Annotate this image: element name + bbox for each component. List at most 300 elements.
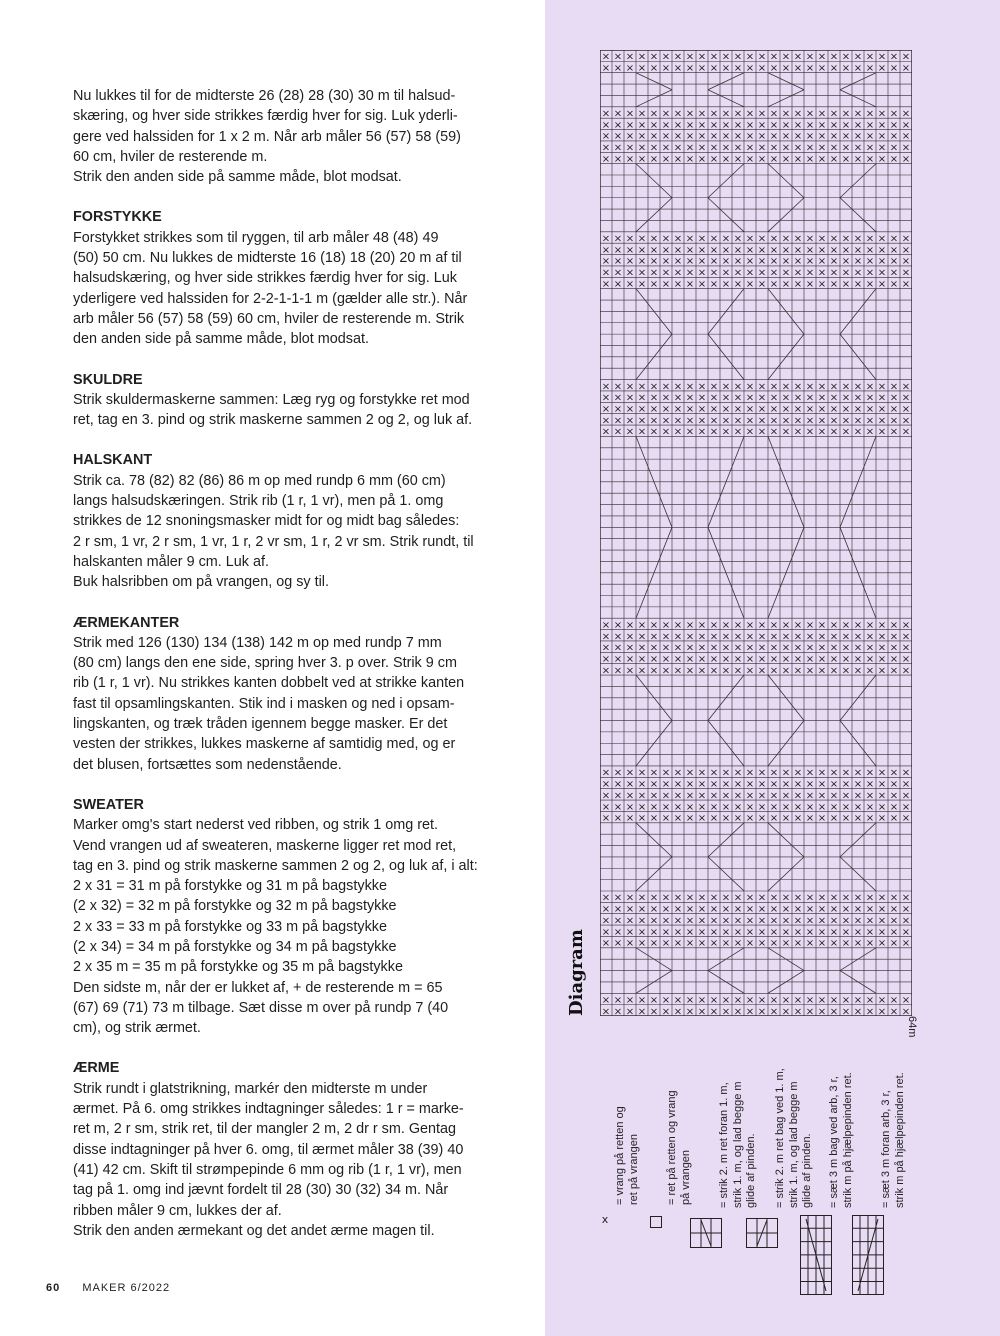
- purl-symbol: ×: [709, 767, 719, 779]
- purl-symbol: ×: [805, 244, 815, 256]
- purl-symbol: ×: [601, 51, 611, 63]
- purl-symbol: ×: [613, 153, 623, 165]
- purl-symbol: ×: [865, 244, 875, 256]
- purl-symbol: ×: [841, 926, 851, 938]
- purl-symbol: ×: [829, 403, 839, 415]
- purl-symbol: ×: [853, 131, 863, 143]
- purl-symbol: ×: [877, 654, 887, 666]
- purl-symbol: ×: [901, 403, 911, 415]
- purl-symbol: ×: [865, 267, 875, 279]
- purl-symbol: ×: [697, 256, 707, 268]
- purl-symbol: ×: [817, 415, 827, 427]
- purl-symbol: ×: [865, 665, 875, 677]
- purl-symbol: ×: [781, 119, 791, 131]
- purl-symbol: ×: [769, 1006, 779, 1016]
- purl-symbol: ×: [877, 915, 887, 927]
- purl-symbol: ×: [721, 665, 731, 677]
- purl-symbol: ×: [601, 938, 611, 950]
- purl-symbol: ×: [889, 153, 899, 165]
- purl-symbol: ×: [613, 256, 623, 268]
- purl-symbol: ×: [733, 904, 743, 916]
- cable-line: [840, 857, 876, 891]
- purl-symbol: ×: [901, 790, 911, 802]
- purl-symbol: ×: [733, 892, 743, 904]
- purl-symbol: ×: [793, 142, 803, 154]
- purl-symbol: ×: [781, 994, 791, 1006]
- purl-symbol: ×: [793, 63, 803, 75]
- legend-description: [880, 1072, 907, 1208]
- purl-symbol: ×: [817, 153, 827, 165]
- purl-symbol: ×: [745, 665, 755, 677]
- text-line: gere ved halssiden for 1 x 2 m. Når arb måler 56 (57) 58 (59): [73, 128, 461, 145]
- purl-symbol: ×: [685, 801, 695, 813]
- purl-symbol: ×: [613, 892, 623, 904]
- purl-symbol: ×: [745, 801, 755, 813]
- purl-symbol: ×: [877, 267, 887, 279]
- purl-symbol: ×: [685, 938, 695, 950]
- purl-symbol: ×: [601, 790, 611, 802]
- purl-symbol: ×: [841, 915, 851, 927]
- purl-symbol: ×: [721, 892, 731, 904]
- purl-symbol: ×: [841, 142, 851, 154]
- purl-symbol: ×: [721, 790, 731, 802]
- purl-symbol: ×: [697, 904, 707, 916]
- purl-symbol: ×: [817, 767, 827, 779]
- purl-symbol: ×: [625, 392, 635, 404]
- purl-symbol: ×: [601, 619, 611, 631]
- purl-symbol: ×: [721, 403, 731, 415]
- purl-symbol: ×: [769, 926, 779, 938]
- purl-symbol: ×: [601, 142, 611, 154]
- purl-symbol: ×: [661, 381, 671, 393]
- text-line: Den sidste m, når der er lukket af, + de resterende m = 65: [73, 979, 443, 996]
- purl-symbol: ×: [625, 256, 635, 268]
- purl-symbol: ×: [829, 892, 839, 904]
- purl-symbol: ×: [853, 392, 863, 404]
- purl-symbol: ×: [793, 415, 803, 427]
- purl-symbol: ×: [709, 938, 719, 950]
- purl-symbol: ×: [637, 994, 647, 1006]
- purl-symbol: ×: [613, 381, 623, 393]
- purl-symbol: ×: [613, 131, 623, 143]
- purl-symbol: ×: [661, 108, 671, 120]
- purl-symbol: ×: [673, 278, 683, 290]
- purl-symbol: ×: [613, 767, 623, 779]
- purl-symbol: ×: [781, 278, 791, 290]
- purl-symbol: ×: [613, 915, 623, 927]
- purl-symbol: ×: [877, 153, 887, 165]
- purl-symbol: ×: [613, 142, 623, 154]
- purl-symbol: ×: [829, 654, 839, 666]
- purl-symbol: ×: [817, 654, 827, 666]
- purl-symbol: ×: [697, 994, 707, 1006]
- purl-symbol: ×: [733, 256, 743, 268]
- purl-symbol: ×: [841, 267, 851, 279]
- purl-symbol: ×: [757, 142, 767, 154]
- purl-symbol: ×: [829, 278, 839, 290]
- purl-symbol: ×: [673, 904, 683, 916]
- purl-symbol: ×: [649, 153, 659, 165]
- purl-symbol: ×: [613, 267, 623, 279]
- purl-symbol: ×: [661, 392, 671, 404]
- purl-symbol: ×: [817, 51, 827, 63]
- purl-symbol: ×: [661, 915, 671, 927]
- purl-symbol: ×: [601, 403, 611, 415]
- purl-symbol: ×: [901, 256, 911, 268]
- purl-symbol: ×: [829, 153, 839, 165]
- purl-symbol: ×: [661, 278, 671, 290]
- text-line: 2 x 35 m = 35 m på forstykke og 35 m på bagstykke: [73, 959, 403, 976]
- purl-symbol: ×: [613, 63, 623, 75]
- purl-symbol: ×: [889, 142, 899, 154]
- purl-symbol: ×: [685, 415, 695, 427]
- text-line: yderligere ved halssiden for 2-2-1-1-1 m (gælder alle str.). Når: [73, 290, 468, 307]
- purl-symbol: ×: [697, 926, 707, 938]
- purl-symbol: ×: [757, 233, 767, 245]
- purl-symbol: ×: [829, 1006, 839, 1016]
- purl-symbol: ×: [601, 892, 611, 904]
- legend-line: = strik 2. m ret bag ved 1. m,: [774, 1068, 786, 1208]
- purl-symbol: ×: [649, 119, 659, 131]
- purl-symbol: ×: [697, 119, 707, 131]
- purl-symbol: ×: [853, 790, 863, 802]
- text-line: 2 x 31 = 31 m på forstykke og 31 m på bagstykke: [73, 878, 387, 895]
- purl-symbol: ×: [817, 892, 827, 904]
- purl-symbol: ×: [865, 915, 875, 927]
- purl-symbol: ×: [673, 665, 683, 677]
- purl-symbol: ×: [829, 926, 839, 938]
- purl-symbol: ×: [769, 256, 779, 268]
- purl-symbol: ×: [661, 926, 671, 938]
- purl-symbol: ×: [613, 51, 623, 63]
- purl-symbol: ×: [661, 51, 671, 63]
- stitch-count-label: 64m: [906, 1016, 918, 1038]
- legend-line: ret på vrangen: [627, 1134, 640, 1205]
- purl-symbol: ×: [793, 244, 803, 256]
- purl-symbol: ×: [853, 142, 863, 154]
- purl-symbol: ×: [685, 153, 695, 165]
- text-line: Forstykket strikkes som til ryggen, til arb måler 48 (48) 49: [73, 229, 439, 246]
- purl-symbol: ×: [625, 403, 635, 415]
- purl-symbol: ×: [661, 63, 671, 75]
- purl-symbol: ×: [661, 267, 671, 279]
- purl-symbol: ×: [793, 119, 803, 131]
- purl-symbol: ×: [757, 654, 767, 666]
- purl-symbol: ×: [877, 904, 887, 916]
- pattern-instructions: [73, 86, 523, 1261]
- purl-symbol: ×: [721, 256, 731, 268]
- purl-symbol: ×: [625, 267, 635, 279]
- purl-symbol: ×: [601, 631, 611, 643]
- purl-symbol: ×: [889, 278, 899, 290]
- purl-symbol: ×: [601, 904, 611, 916]
- purl-symbol: ×: [901, 892, 911, 904]
- purl-symbol: ×: [865, 256, 875, 268]
- cable-line: [840, 823, 876, 857]
- purl-symbol: ×: [781, 790, 791, 802]
- purl-symbol: ×: [709, 904, 719, 916]
- purl-symbol: ×: [877, 403, 887, 415]
- purl-symbol: ×: [901, 233, 911, 245]
- purl-symbol: ×: [673, 642, 683, 654]
- purl-symbol: ×: [829, 131, 839, 143]
- purl-symbol: ×: [841, 767, 851, 779]
- purl-symbol: ×: [805, 108, 815, 120]
- purl-symbol: ×: [901, 1006, 911, 1016]
- purl-symbol: ×: [661, 403, 671, 415]
- purl-symbol: ×: [889, 790, 899, 802]
- purl-symbol: ×: [685, 779, 695, 791]
- purl-symbol: ×: [733, 415, 743, 427]
- purl-symbol: ×: [625, 233, 635, 245]
- purl-symbol: ×: [865, 790, 875, 802]
- cable-line: [636, 823, 672, 857]
- purl-symbol: ×: [889, 904, 899, 916]
- purl-symbol: ×: [745, 904, 755, 916]
- cable-line: [840, 164, 876, 198]
- purl-symbol: ×: [721, 619, 731, 631]
- purl-symbol: ×: [865, 119, 875, 131]
- purl-symbol: ×: [649, 904, 659, 916]
- purl-symbol: ×: [697, 278, 707, 290]
- text-line: fast til opsamlingskanten. Stik ind i masken og ned i opsam-: [73, 695, 455, 712]
- purl-symbol: ×: [745, 108, 755, 120]
- purl-symbol: ×: [877, 244, 887, 256]
- purl-symbol: ×: [817, 233, 827, 245]
- purl-symbol: ×: [877, 108, 887, 120]
- purl-symbol: ×: [901, 767, 911, 779]
- purl-symbol: ×: [793, 426, 803, 438]
- purl-symbol: ×: [901, 665, 911, 677]
- purl-symbol: ×: [709, 813, 719, 825]
- purl-symbol: ×: [853, 767, 863, 779]
- purl-symbol: ×: [889, 51, 899, 63]
- purl-symbol: ×: [721, 654, 731, 666]
- purl-symbol: ×: [901, 801, 911, 813]
- purl-symbol: ×: [901, 631, 911, 643]
- purl-symbol: ×: [649, 790, 659, 802]
- purl-symbol: ×: [745, 994, 755, 1006]
- text-line: strikkes de 12 snoningsmasker midt for og midt bag således:: [73, 513, 460, 530]
- purl-symbol: ×: [781, 244, 791, 256]
- purl-symbol: ×: [625, 926, 635, 938]
- purl-symbol: ×: [805, 926, 815, 938]
- purl-symbol: ×: [601, 392, 611, 404]
- purl-symbol: ×: [625, 892, 635, 904]
- purl-symbol: ×: [709, 278, 719, 290]
- purl-symbol: ×: [745, 926, 755, 938]
- purl-symbol: ×: [793, 631, 803, 643]
- purl-symbol: ×: [829, 813, 839, 825]
- purl-symbol: ×: [625, 767, 635, 779]
- purl-symbol: ×: [661, 801, 671, 813]
- purl-symbol: ×: [709, 108, 719, 120]
- purl-symbol: ×: [769, 381, 779, 393]
- purl-symbol: ×: [757, 938, 767, 950]
- purl-symbol: ×: [889, 381, 899, 393]
- purl-symbol: ×: [601, 654, 611, 666]
- purl-symbol: ×: [673, 403, 683, 415]
- purl-symbol: ×: [721, 119, 731, 131]
- purl-symbol: ×: [637, 654, 647, 666]
- purl-symbol: ×: [793, 619, 803, 631]
- purl-symbol: ×: [853, 278, 863, 290]
- purl-symbol: ×: [733, 642, 743, 654]
- text-line: (41) 42 cm. Skift til strømpepinde 6 mm og rib (1 r, 1 vr), men: [73, 1161, 462, 1178]
- purl-symbol: ×: [733, 926, 743, 938]
- purl-symbol: ×: [733, 403, 743, 415]
- purl-symbol: ×: [685, 233, 695, 245]
- purl-symbol: ×: [865, 381, 875, 393]
- purl-symbol: ×: [829, 938, 839, 950]
- purl-symbol: ×: [709, 256, 719, 268]
- purl-symbol: ×: [721, 51, 731, 63]
- legend-line: glide af pinden.: [801, 1133, 813, 1208]
- purl-symbol: ×: [637, 926, 647, 938]
- legend-line: strik m på hjælpepinden ret.: [893, 1072, 906, 1208]
- purl-symbol: ×: [733, 244, 743, 256]
- purl-symbol: ×: [829, 392, 839, 404]
- purl-symbol: ×: [805, 1006, 815, 1016]
- purl-symbol: ×: [757, 801, 767, 813]
- purl-symbol: ×: [865, 131, 875, 143]
- purl-symbol: ×: [817, 403, 827, 415]
- purl-symbol: ×: [793, 131, 803, 143]
- purl-symbol: ×: [625, 631, 635, 643]
- purl-symbol: ×: [817, 1006, 827, 1016]
- purl-symbol: ×: [793, 381, 803, 393]
- purl-symbol: ×: [601, 767, 611, 779]
- purl-symbol: ×: [781, 767, 791, 779]
- purl-symbol: ×: [637, 108, 647, 120]
- purl-symbol: ×: [649, 642, 659, 654]
- purl-symbol: ×: [853, 233, 863, 245]
- purl-symbol: ×: [625, 801, 635, 813]
- text-line: Strik den anden side på samme måde, blot modsat.: [73, 169, 402, 186]
- purl-symbol: ×: [661, 631, 671, 643]
- purl-symbol: ×: [613, 415, 623, 427]
- purl-symbol: ×: [637, 1006, 647, 1016]
- purl-symbol: ×: [697, 63, 707, 75]
- page-footer: [46, 1282, 170, 1294]
- purl-symbol: ×: [805, 153, 815, 165]
- purl-symbol: ×: [901, 994, 911, 1006]
- purl-symbol: ×: [757, 779, 767, 791]
- purl-symbol: ×: [865, 654, 875, 666]
- purl-symbol: ×: [865, 403, 875, 415]
- purl-symbol: ×: [709, 426, 719, 438]
- purl-symbol: ×: [781, 108, 791, 120]
- text-line: disse indtagninger på hver 6. omg, til ærmet måler 38 (39) 40: [73, 1141, 464, 1158]
- purl-symbol: ×: [901, 278, 911, 290]
- purl-symbol: ×: [829, 779, 839, 791]
- purl-symbol: ×: [877, 642, 887, 654]
- purl-symbol: ×: [721, 267, 731, 279]
- purl-symbol: ×: [721, 381, 731, 393]
- section-sweater: [73, 795, 523, 1039]
- purl-symbol: ×: [721, 278, 731, 290]
- purl-symbol: ×: [841, 892, 851, 904]
- purl-symbol: ×: [613, 392, 623, 404]
- purl-symbol: ×: [745, 233, 755, 245]
- section-heading: ÆRMEKANTER: [73, 614, 180, 631]
- purl-symbol: ×: [709, 63, 719, 75]
- purl-symbol: ×: [733, 1006, 743, 1016]
- purl-symbol: ×: [781, 619, 791, 631]
- purl-symbol: ×: [877, 665, 887, 677]
- purl-symbol: ×: [625, 108, 635, 120]
- purl-symbol: ×: [865, 938, 875, 950]
- purl-symbol: ×: [829, 994, 839, 1006]
- purl-symbol: ×: [625, 131, 635, 143]
- purl-symbol: ×: [757, 926, 767, 938]
- purl-symbol: ×: [829, 51, 839, 63]
- purl-symbol: ×: [745, 642, 755, 654]
- purl-symbol: ×: [889, 938, 899, 950]
- section-skuldre: [73, 370, 523, 431]
- purl-symbol: ×: [721, 142, 731, 154]
- purl-symbol: ×: [697, 392, 707, 404]
- purl-symbol: ×: [793, 1006, 803, 1016]
- purl-symbol: ×: [841, 619, 851, 631]
- purl-symbol: ×: [757, 619, 767, 631]
- purl-symbol: ×: [709, 131, 719, 143]
- purl-symbol: ×: [877, 994, 887, 1006]
- purl-symbol: ×: [889, 119, 899, 131]
- purl-symbol: ×: [649, 631, 659, 643]
- purl-symbol: ×: [853, 119, 863, 131]
- purl-symbol: ×: [853, 415, 863, 427]
- purl-symbol: ×: [601, 779, 611, 791]
- purl-symbol: ×: [877, 426, 887, 438]
- purl-symbol: ×: [901, 381, 911, 393]
- purl-symbol: ×: [685, 142, 695, 154]
- purl-symbol-icon: [600, 1212, 610, 1230]
- purl-symbol: ×: [877, 813, 887, 825]
- purl-symbol: ×: [853, 256, 863, 268]
- purl-symbol: ×: [805, 426, 815, 438]
- purl-symbol: ×: [865, 904, 875, 916]
- cable-line: [708, 73, 744, 90]
- purl-symbol: ×: [685, 119, 695, 131]
- purl-symbol: ×: [733, 767, 743, 779]
- purl-symbol: ×: [769, 415, 779, 427]
- purl-symbol: ×: [721, 767, 731, 779]
- purl-symbol: ×: [769, 63, 779, 75]
- purl-symbol: ×: [757, 403, 767, 415]
- purl-symbol: ×: [817, 904, 827, 916]
- purl-symbol: ×: [745, 278, 755, 290]
- purl-symbol: ×: [709, 801, 719, 813]
- purl-symbol: ×: [661, 426, 671, 438]
- purl-symbol: ×: [901, 392, 911, 404]
- purl-symbol: ×: [805, 801, 815, 813]
- purl-symbol: ×: [829, 381, 839, 393]
- purl-symbol: ×: [673, 51, 683, 63]
- purl-symbol: ×: [745, 403, 755, 415]
- purl-symbol: ×: [769, 426, 779, 438]
- text-line: Strik skuldermaskerne sammen: Læg ryg og forstykke ret mod: [73, 391, 470, 408]
- purl-symbol: ×: [661, 654, 671, 666]
- purl-symbol: ×: [601, 994, 611, 1006]
- purl-symbol: ×: [721, 813, 731, 825]
- purl-symbol: ×: [673, 415, 683, 427]
- purl-symbol: ×: [781, 426, 791, 438]
- purl-symbol: ×: [697, 619, 707, 631]
- purl-symbol: ×: [757, 381, 767, 393]
- purl-symbol: ×: [757, 994, 767, 1006]
- purl-symbol: ×: [841, 153, 851, 165]
